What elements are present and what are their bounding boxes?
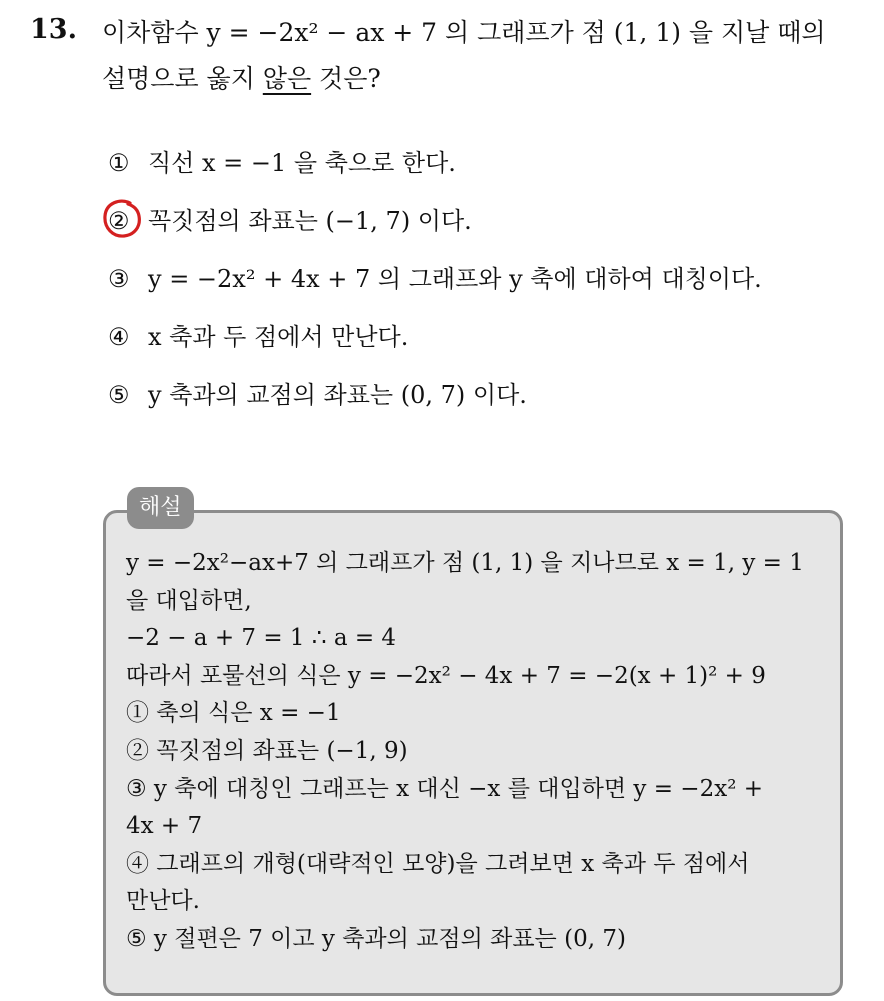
solution-line: 을 대입하면, xyxy=(126,587,252,614)
question-text xyxy=(102,10,872,102)
question-line-2-start: 설명으로 옳지 xyxy=(102,64,263,93)
solution-line: 4x + 7 xyxy=(126,813,203,840)
choice-4[interactable] xyxy=(108,316,848,374)
solution-line: −2 − a + 7 = 1 ∴ a = 4 xyxy=(126,625,397,652)
choice-3[interactable] xyxy=(108,258,848,316)
question-emphasis-underlined: 않은 xyxy=(262,64,312,93)
solution-line: 만난다. xyxy=(126,888,200,915)
choice-number: ⑤ xyxy=(108,381,130,409)
solution-line: ⑤ y 절편은 7 이고 y 축과의 교점의 좌표는 (0, 7) xyxy=(126,925,626,952)
answer-choices xyxy=(108,142,848,432)
solution-line: ④ 그래프의 개형(대략적인 모양)을 그려보면 x 축과 두 점에서 xyxy=(126,850,750,877)
question-line-2-end: 것은? xyxy=(311,64,381,93)
solution-label: 해설 xyxy=(127,487,194,529)
choice-2[interactable] xyxy=(108,200,848,258)
choice-number: ④ xyxy=(108,323,130,351)
question-line-1: 이차함수 y = −2x² − ax + 7 의 그래프가 점 (1, 1) 을 지날 때의 xyxy=(102,18,826,47)
solution-line: ③ y 축에 대칭인 그래프는 x 대신 −x 를 대입하면 y = −2x² + xyxy=(126,775,763,802)
question-number: 13. xyxy=(30,14,77,45)
choice-text: 직선 x = −1 을 축으로 한다. xyxy=(148,149,456,177)
choice-1[interactable] xyxy=(108,142,848,200)
solution-line: ① 축의 식은 x = −1 xyxy=(126,700,341,727)
solution-body xyxy=(126,545,826,959)
choice-text: 꼭짓점의 좌표는 (−1, 7) 이다. xyxy=(148,207,472,235)
choice-number: ① xyxy=(108,149,130,177)
choice-text: x 축과 두 점에서 만난다. xyxy=(148,323,409,351)
answer-mark-circle-icon xyxy=(100,197,144,241)
choice-text: y 축과의 교점의 좌표는 (0, 7) 이다. xyxy=(148,381,527,409)
solution-line: ② 꼭짓점의 좌표는 (−1, 9) xyxy=(126,737,408,764)
choice-number: ③ xyxy=(108,265,130,293)
solution-box xyxy=(103,510,843,996)
question-line-2 xyxy=(102,56,872,102)
solution-line: 따라서 포물선의 식은 y = −2x² − 4x + 7 = −2(x + 1)² + 9 xyxy=(126,662,766,689)
choice-number: ② xyxy=(108,207,130,235)
choice-5[interactable] xyxy=(108,374,848,432)
choice-text: y = −2x² + 4x + 7 의 그래프와 y 축에 대하여 대칭이다. xyxy=(148,265,762,293)
solution-line: y = −2x²−ax+7 의 그래프가 점 (1, 1) 을 지나므로 x = 1, y = 1 xyxy=(126,550,804,576)
